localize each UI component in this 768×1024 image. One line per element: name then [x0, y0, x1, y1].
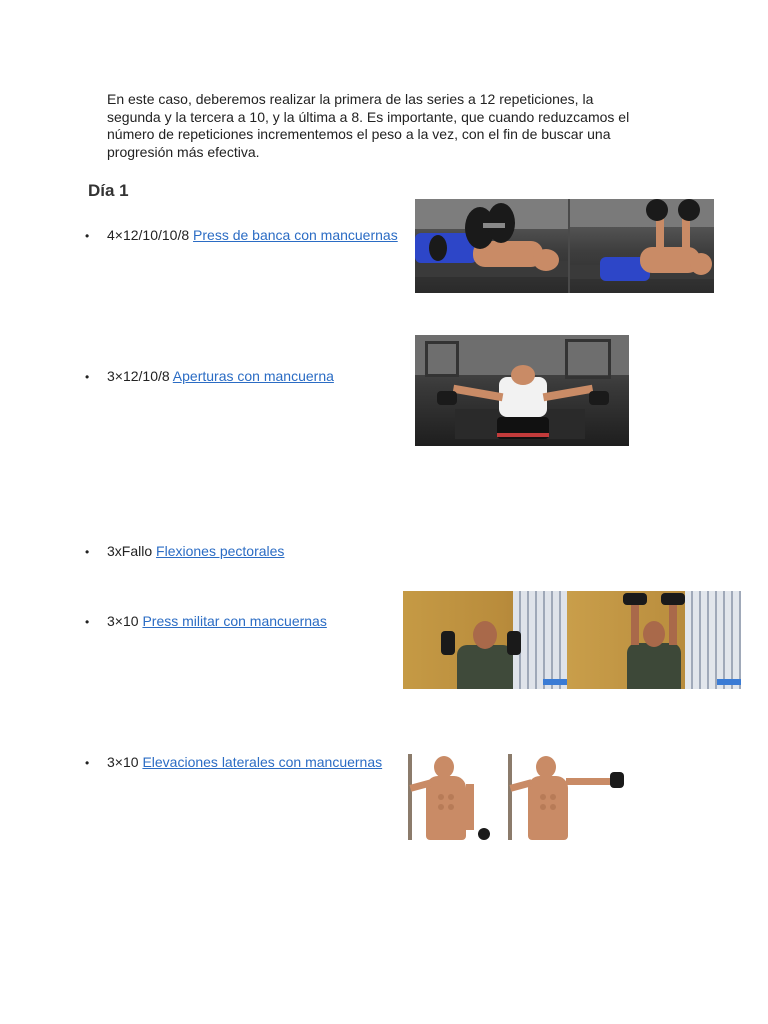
bench-press-photo	[415, 199, 714, 293]
bench-press-photo-panel-top	[570, 199, 714, 293]
exercise-link[interactable]: Elevaciones laterales con mancuernas	[142, 754, 383, 770]
intro-line: número de repeticiones incrementemos el peso a la vez, con el fin de buscar una	[107, 126, 611, 142]
exercise-item-lateral-raises	[85, 753, 382, 772]
bench-press-photo-panel-start	[415, 199, 568, 293]
exercise-item-military-press	[85, 612, 327, 631]
exercise-reps: 3×10	[107, 754, 143, 770]
exercise-link[interactable]: Flexiones pectorales	[156, 543, 285, 559]
military-press-photo-panel-top	[567, 591, 741, 689]
bullet: •	[85, 229, 90, 243]
exercise-reps: 4×12/10/10/8	[107, 227, 194, 243]
intro-line: segunda y la tercera a 10, y la última a 8. Es importante, que cuando reduzcamos el	[107, 108, 630, 125]
bullet: •	[85, 545, 90, 559]
exercise-item-pushups	[85, 542, 284, 561]
intro-line: progresión más efectiva.	[107, 143, 260, 160]
exercise-link[interactable]: Aperturas con mancuerna	[172, 368, 334, 384]
exercise-link[interactable]: Press militar con mancuernas	[142, 613, 327, 629]
bullet: •	[85, 756, 90, 770]
exercise-item-flyes	[85, 367, 334, 386]
exercise-reps: 3xFallo	[107, 543, 157, 559]
exercise-link[interactable]: Press de banca con mancuernas	[193, 227, 398, 243]
bullet: •	[85, 615, 90, 629]
intro-line: En este caso, deberemos realizar la primera de las series a 12 repeticiones, la	[107, 91, 594, 107]
military-press-photo-panel-start	[403, 591, 567, 689]
day-heading: Día 1	[88, 181, 129, 200]
intro-paragraph	[107, 91, 667, 161]
military-press-photo	[403, 591, 741, 689]
lateral-raises-photo	[404, 744, 628, 840]
exercise-item-bench-press	[85, 226, 398, 245]
flyes-photo	[415, 335, 629, 446]
bullet: •	[85, 370, 90, 384]
exercise-reps: 3×10	[107, 613, 143, 629]
exercise-reps: 3×12/10/8	[107, 368, 173, 384]
